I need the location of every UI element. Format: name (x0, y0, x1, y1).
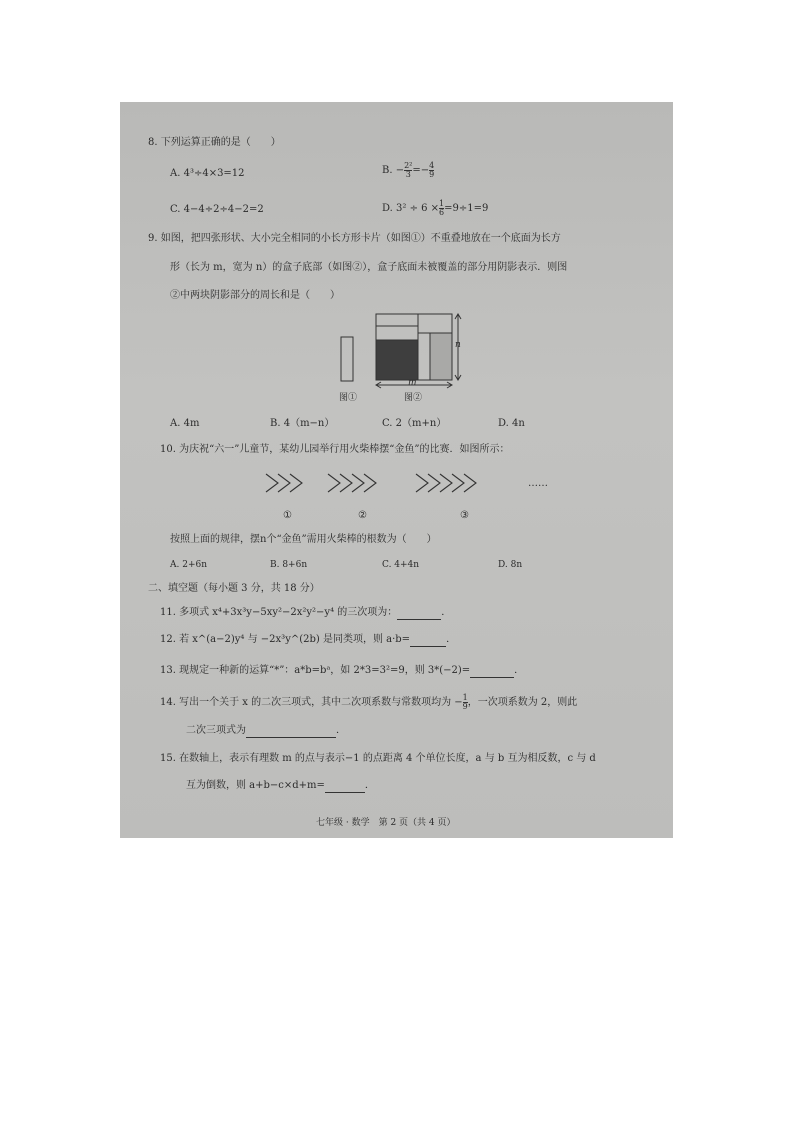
q14-line-2: 二次三项式为 ． (186, 725, 346, 736)
q10-option-c: C. 4+4n (382, 560, 420, 570)
q14-line-1: 14. 写出一个关于 x 的二次三项式，其中二次项系数与常数项均为 − $\frac{1}{9}$ ，一次项系数为 2，则此 (160, 693, 578, 711)
q11: 11. 多项式 x⁴+3x³y−5xy²−2x²y²−y⁴ 的三次项为： ． (160, 607, 452, 618)
q10-figure-label-2: ② (358, 510, 367, 521)
q9-figure-2-label: 图② (404, 393, 423, 403)
q9-option-b: B. 4（m−n） (270, 418, 335, 429)
q9-label-n: n (455, 340, 461, 350)
q10-line-2: 按照上面的规律，摆n个“金鱼”需用火柴棒的根数为（ ） (170, 534, 437, 545)
q9-option-d: D. 4n (498, 418, 525, 429)
q10-figure-label-1: ① (283, 510, 292, 521)
q9-figure-2-box (370, 311, 470, 401)
section-2-heading: 二、填空题（每小题 3 分，共 18 分） (148, 583, 320, 594)
q8-option-a: A. 4³÷4×3=12 (170, 168, 245, 179)
q9-line-1: 9. 如图，把四张形状、大小完全相同的小长方形卡片（如图①）不重叠地放在一个底面为长方 (148, 233, 561, 244)
q10-option-b: B. 8+6n (270, 560, 308, 570)
q8-option-d: D. 3² ÷ 6 × $\frac{1}{6}$ =9÷1=9 (382, 199, 489, 217)
exam-page (120, 102, 673, 838)
q10-ellipsis: …… (528, 478, 548, 489)
q9-label-m: m (408, 378, 417, 388)
q9-figure-1-label: 图① (339, 393, 358, 403)
q9-line-3: ②中两块阴影部分的周长和是（ ） (170, 290, 340, 301)
q15-line-2: 互为倒数，则 a+b−c×d+m= ． (186, 780, 375, 791)
q14-answer-blank[interactable] (246, 725, 336, 738)
q10-option-a: A. 2+6n (170, 560, 208, 570)
page-footer: 七年级 · 数学 第 2 页（共 4 页） (316, 818, 456, 828)
q13-answer-blank[interactable] (470, 665, 514, 678)
q8-option-c: C. 4−4÷2÷4−2=2 (170, 204, 264, 215)
q10-matchstick-fish-figures (266, 468, 526, 502)
q15-line-1: 15. 在数轴上，表示有理数 m 的点与表示−1 的点距离 4 个单位长度，a 与 b 互为相反数，c 与 d (160, 753, 596, 764)
q12: 12. 若 x^(a−2)y⁴ 与 −2x³y^(2b) 是同类项，则 a·b= ． (160, 634, 457, 645)
q11-answer-blank[interactable] (397, 607, 441, 620)
q9-option-c: C. 2（m+n） (382, 418, 447, 429)
q10-stem: 10. 为庆祝“六一”儿童节，某幼儿园举行用火柴棒摆“金鱼”的比赛．如图所示： (160, 444, 510, 455)
q8-option-b: B. − $\frac{\text{2²}}{3}$ =− $\frac{4}{9}$ (382, 161, 435, 179)
q10-figure-label-3: ③ (460, 510, 469, 521)
q8-stem: 8. 下列运算正确的是（ ） (148, 137, 281, 148)
q12-answer-blank[interactable] (410, 634, 446, 647)
q9-line-2: 形（长为 m，宽为 n）的盒子底部（如图②），盒子底面未被覆盖的部分用阴影表示．则图 (170, 262, 568, 273)
q13: 13. 现规定一种新的运算“*”：a*b=bᵃ，如 2*3=3²=9，则 3*(−2)= ． (160, 665, 525, 676)
q15-answer-blank[interactable] (325, 780, 365, 793)
q9-option-a: A. 4m (170, 418, 200, 429)
q10-option-d: D. 8n (498, 560, 523, 570)
